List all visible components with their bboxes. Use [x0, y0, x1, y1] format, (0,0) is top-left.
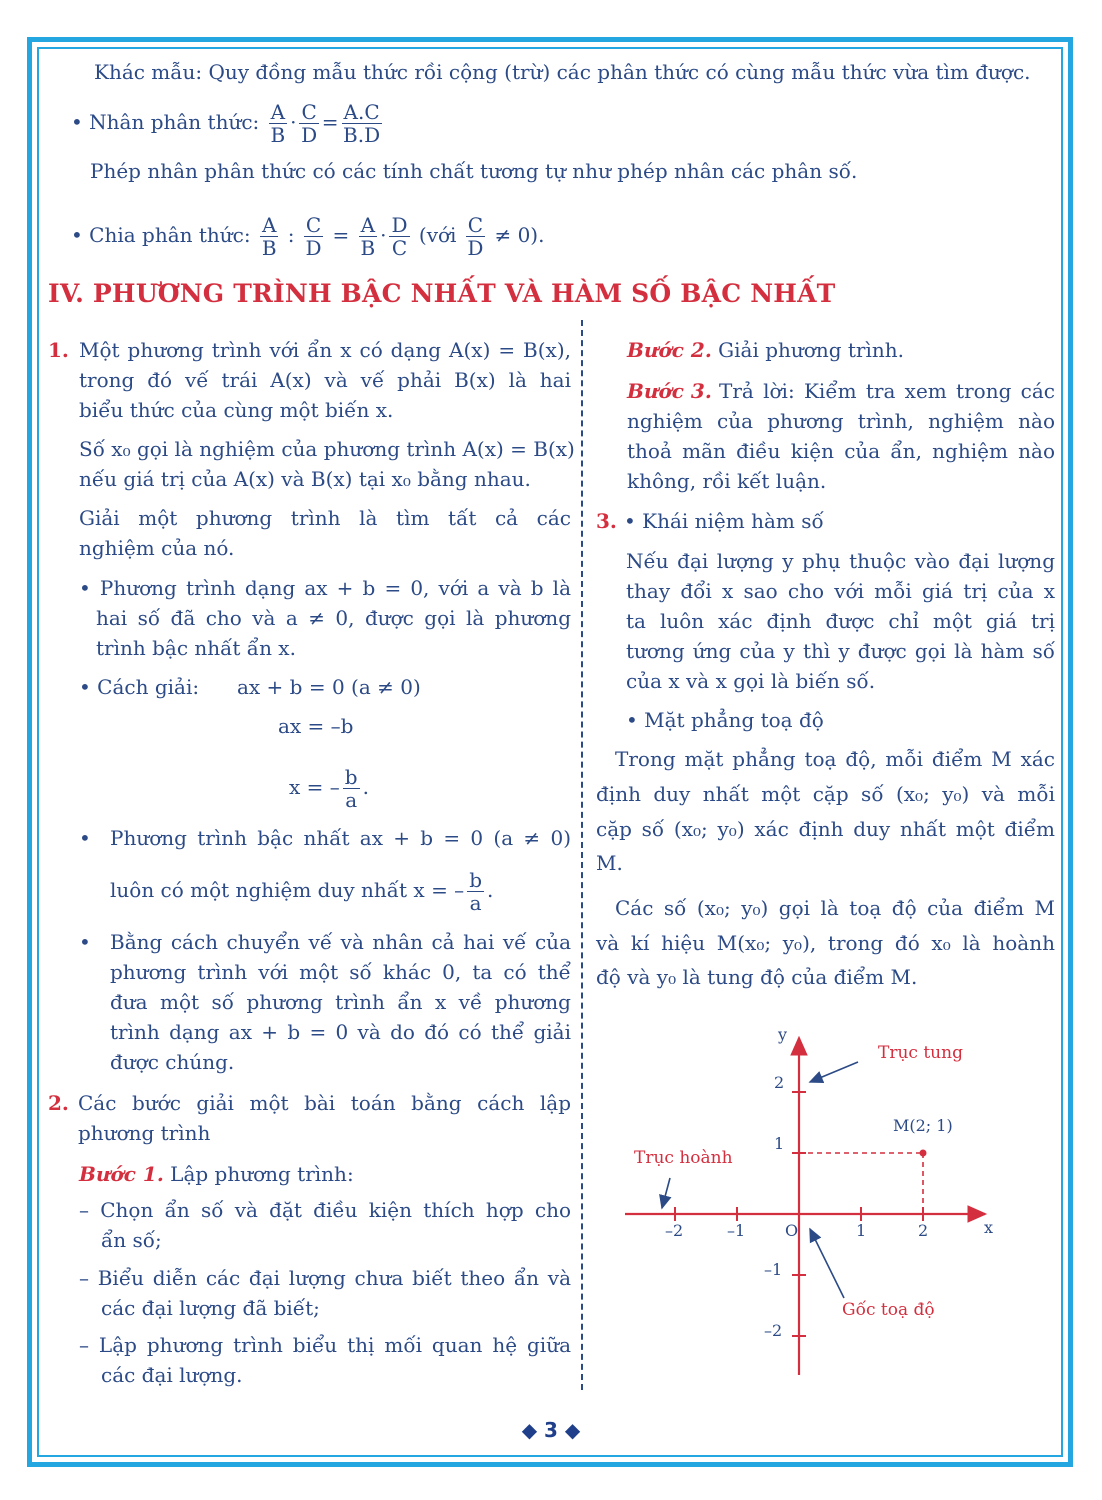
p4-line2: phương trình: [78, 1121, 211, 1145]
step1: Bước 1. Lập phương trình:: [79, 1162, 354, 1186]
x-tick-label: –1: [727, 1221, 746, 1240]
p2-line1: Số x₀ gọi là nghiệm của phương trình A(x) = B(x): [79, 437, 575, 461]
b2-eq3: x = – $\frac{b}{a}$ .: [289, 765, 369, 812]
b4-line5: được chúng.: [110, 1050, 235, 1074]
truc-hoanh-arrow: [662, 1178, 670, 1208]
p4-line1: Các bước giải một bài toán bằng cách lập: [78, 1091, 571, 1115]
b3-line1: Phương trình bậc nhất ax + b = 0 (a ≠ 0): [110, 826, 571, 850]
step3-label: Bước 3.: [627, 379, 712, 403]
x-tick-label: 1: [856, 1221, 867, 1240]
page-number: ◆ 3 ◆: [521, 1418, 581, 1442]
x-tick-label: –2: [665, 1221, 684, 1240]
dash3-line1: – Lập phương trình biểu thị mối quan hệ giữa: [79, 1333, 571, 1357]
b3-line2: luôn có một nghiệm duy nhất x = – $\frac{b}{a}$ .: [110, 868, 494, 915]
p5-line5: của x và x gọi là biến số.: [626, 669, 876, 693]
p3-line2: nghiệm của nó.: [79, 536, 235, 560]
coordinate-plane-chart: [600, 1020, 1020, 1390]
p3-line1: Giải một phương trình là tìm tất cả các: [79, 506, 571, 530]
b1-line3: trình bậc nhất ẩn x.: [96, 636, 296, 660]
p6-line2: định duy nhất một cặp số (x₀; y₀) và mỗi: [596, 782, 1055, 806]
p5-line1: Nếu đại lượng y phụ thuộc vào đại lượng: [626, 549, 1055, 573]
chia-label: • Chia phân thức:: [71, 223, 251, 247]
nhan-note: Phép nhân phân thức có các tính chất tương tự như phép nhân các phân số.: [90, 159, 858, 183]
p6-line4: M.: [596, 851, 623, 875]
p7-line3: độ và y₀ là tung độ của điểm M.: [596, 965, 918, 989]
b4-line2: phương trình với một số khác 0, ta có thể: [110, 960, 571, 984]
section-title: IV. PHƯƠNG TRÌNH BẬC NHẤT VÀ HÀM SỐ BẬC NHẤT: [48, 279, 836, 308]
nhan-phan-thuc: • Nhân phân thức: $\frac{A}{B}$ · $\frac{C}{D}$ = $\frac{A.C}{B.D}$: [71, 100, 381, 147]
p6-line1: Trong mặt phẳng toạ độ, mỗi điểm M xác: [615, 747, 1055, 771]
p7-line1: Các số (x₀; y₀) gọi là toạ độ của điểm M: [615, 896, 1055, 920]
dash3-line2: các đại lượng.: [101, 1363, 243, 1387]
b4-line4: trình dạng ax + b = 0 và do đó có thể giải: [110, 1020, 571, 1044]
y-tick-label: –2: [764, 1321, 783, 1340]
ham-so-heading: • Khái niệm hàm số: [624, 509, 824, 533]
y-tick-label: 2: [774, 1073, 785, 1092]
item-number-3: 3.: [596, 509, 617, 533]
b4-bullet: •: [79, 930, 91, 954]
b2-eq1: ax + b = 0 (a ≠ 0): [237, 675, 421, 699]
step2: Bước 2. Giải phương trình.: [627, 338, 904, 362]
b1-line1: • Phương trình dạng ax + b = 0, với a và b là: [79, 576, 571, 600]
step3-line2: nghiệm của phương trình, nghiệm nào: [627, 409, 1055, 433]
x-tick-label: 2: [918, 1221, 929, 1240]
y-tick-label: 1: [774, 1134, 785, 1153]
dash1-line2: ẩn số;: [101, 1228, 162, 1252]
step3-line3: thoả mãn điều kiện của ẩn, nghiệm nào: [627, 439, 1055, 463]
mat-phang-heading: • Mặt phẳng toạ độ: [626, 708, 824, 732]
dash2-line1: – Biểu diễn các đại lượng chưa biết theo ẩn và: [79, 1266, 571, 1290]
b1-line2: hai số đã cho và a ≠ 0, được gọi là phương: [96, 606, 571, 630]
p7-line2: và kí hiệu M(x₀; y₀), trong đó x₀ là hoành: [596, 931, 1055, 955]
p2-line2: nếu giá trị của A(x) và B(x) tại x₀ bằng nhau.: [79, 467, 531, 491]
b4-line1: Bằng cách chuyển vế và nhân cả hai vế của: [110, 930, 571, 954]
y-tick-label: –1: [764, 1260, 783, 1279]
p5-line2: thay đổi x sao cho với mỗi giá trị của x: [626, 579, 1055, 603]
p5-line4: tương ứng của y thì y được gọi là hàm số: [626, 639, 1055, 663]
goc-toa-do-arrow: [810, 1229, 844, 1298]
frac-a-b: $\frac{A}{B}$: [270, 100, 286, 147]
dash2-line2: các đại lượng đã biết;: [101, 1296, 320, 1320]
column-divider: [581, 320, 583, 1390]
step3-line4: không, rồi kết luận.: [627, 469, 827, 493]
b2-label: • Cách giải:: [79, 675, 200, 699]
nhan-label: • Nhân phân thức:: [71, 110, 260, 134]
goc-toa-do-label: Gốc toạ độ: [842, 1300, 935, 1320]
p6-line3: cặp số (x₀; y₀) xác định duy nhất một điểm: [596, 817, 1055, 841]
truc-hoanh-label: Trục hoành: [634, 1148, 733, 1168]
b3-bullet: •: [79, 826, 91, 850]
truc-tung-label: Trục tung: [878, 1043, 963, 1063]
p1-line1: Một phương trình với ẩn x có dạng A(x) = B(x),: [79, 338, 571, 362]
point-m: [920, 1150, 927, 1157]
khac-mau-text: Khác mẫu: Quy đồng mẫu thức rồi cộng (trừ) các phân thức có cùng mẫu thức vừa tìm được.: [94, 60, 1031, 84]
b2-eq2: ax = –b: [278, 714, 354, 738]
dash1-line1: – Chọn ẩn số và đặt điều kiện thích hợp cho: [79, 1198, 571, 1222]
item-number-2: 2.: [48, 1091, 69, 1115]
frac-ac-bd: $\frac{A.C}{B.D}$: [343, 100, 381, 147]
y-axis-label: y: [778, 1025, 788, 1044]
p1-line2: trong đó vế trái A(x) và vế phải B(x) là hai: [79, 368, 571, 392]
b4-line3: đưa một số phương trình ẩn x về phương: [110, 990, 571, 1014]
x-axis-label: x: [984, 1218, 994, 1237]
p1-line3: biểu thức của cùng một biến x.: [79, 398, 394, 422]
frac-c-d: $\frac{C}{D}$: [301, 100, 318, 147]
x-tick-label: O: [785, 1221, 799, 1240]
chia-phan-thuc: • Chia phân thức: $\frac{A}{B}$ : $\frac{C}{D}$ = $\frac{A}{B}$ · $\frac{D}{C}$ (với $\frac{C}{D}$ ≠ 0).: [71, 213, 545, 260]
item-number-1: 1.: [48, 338, 69, 362]
p5-line3: ta luôn xác định được chỉ một giá trị: [626, 609, 1055, 633]
truc-tung-arrow: [810, 1062, 858, 1082]
point-m-label: M(2; 1): [893, 1116, 953, 1135]
step3-line1: Trả lời: Kiểm tra xem trong các: [719, 379, 1055, 403]
